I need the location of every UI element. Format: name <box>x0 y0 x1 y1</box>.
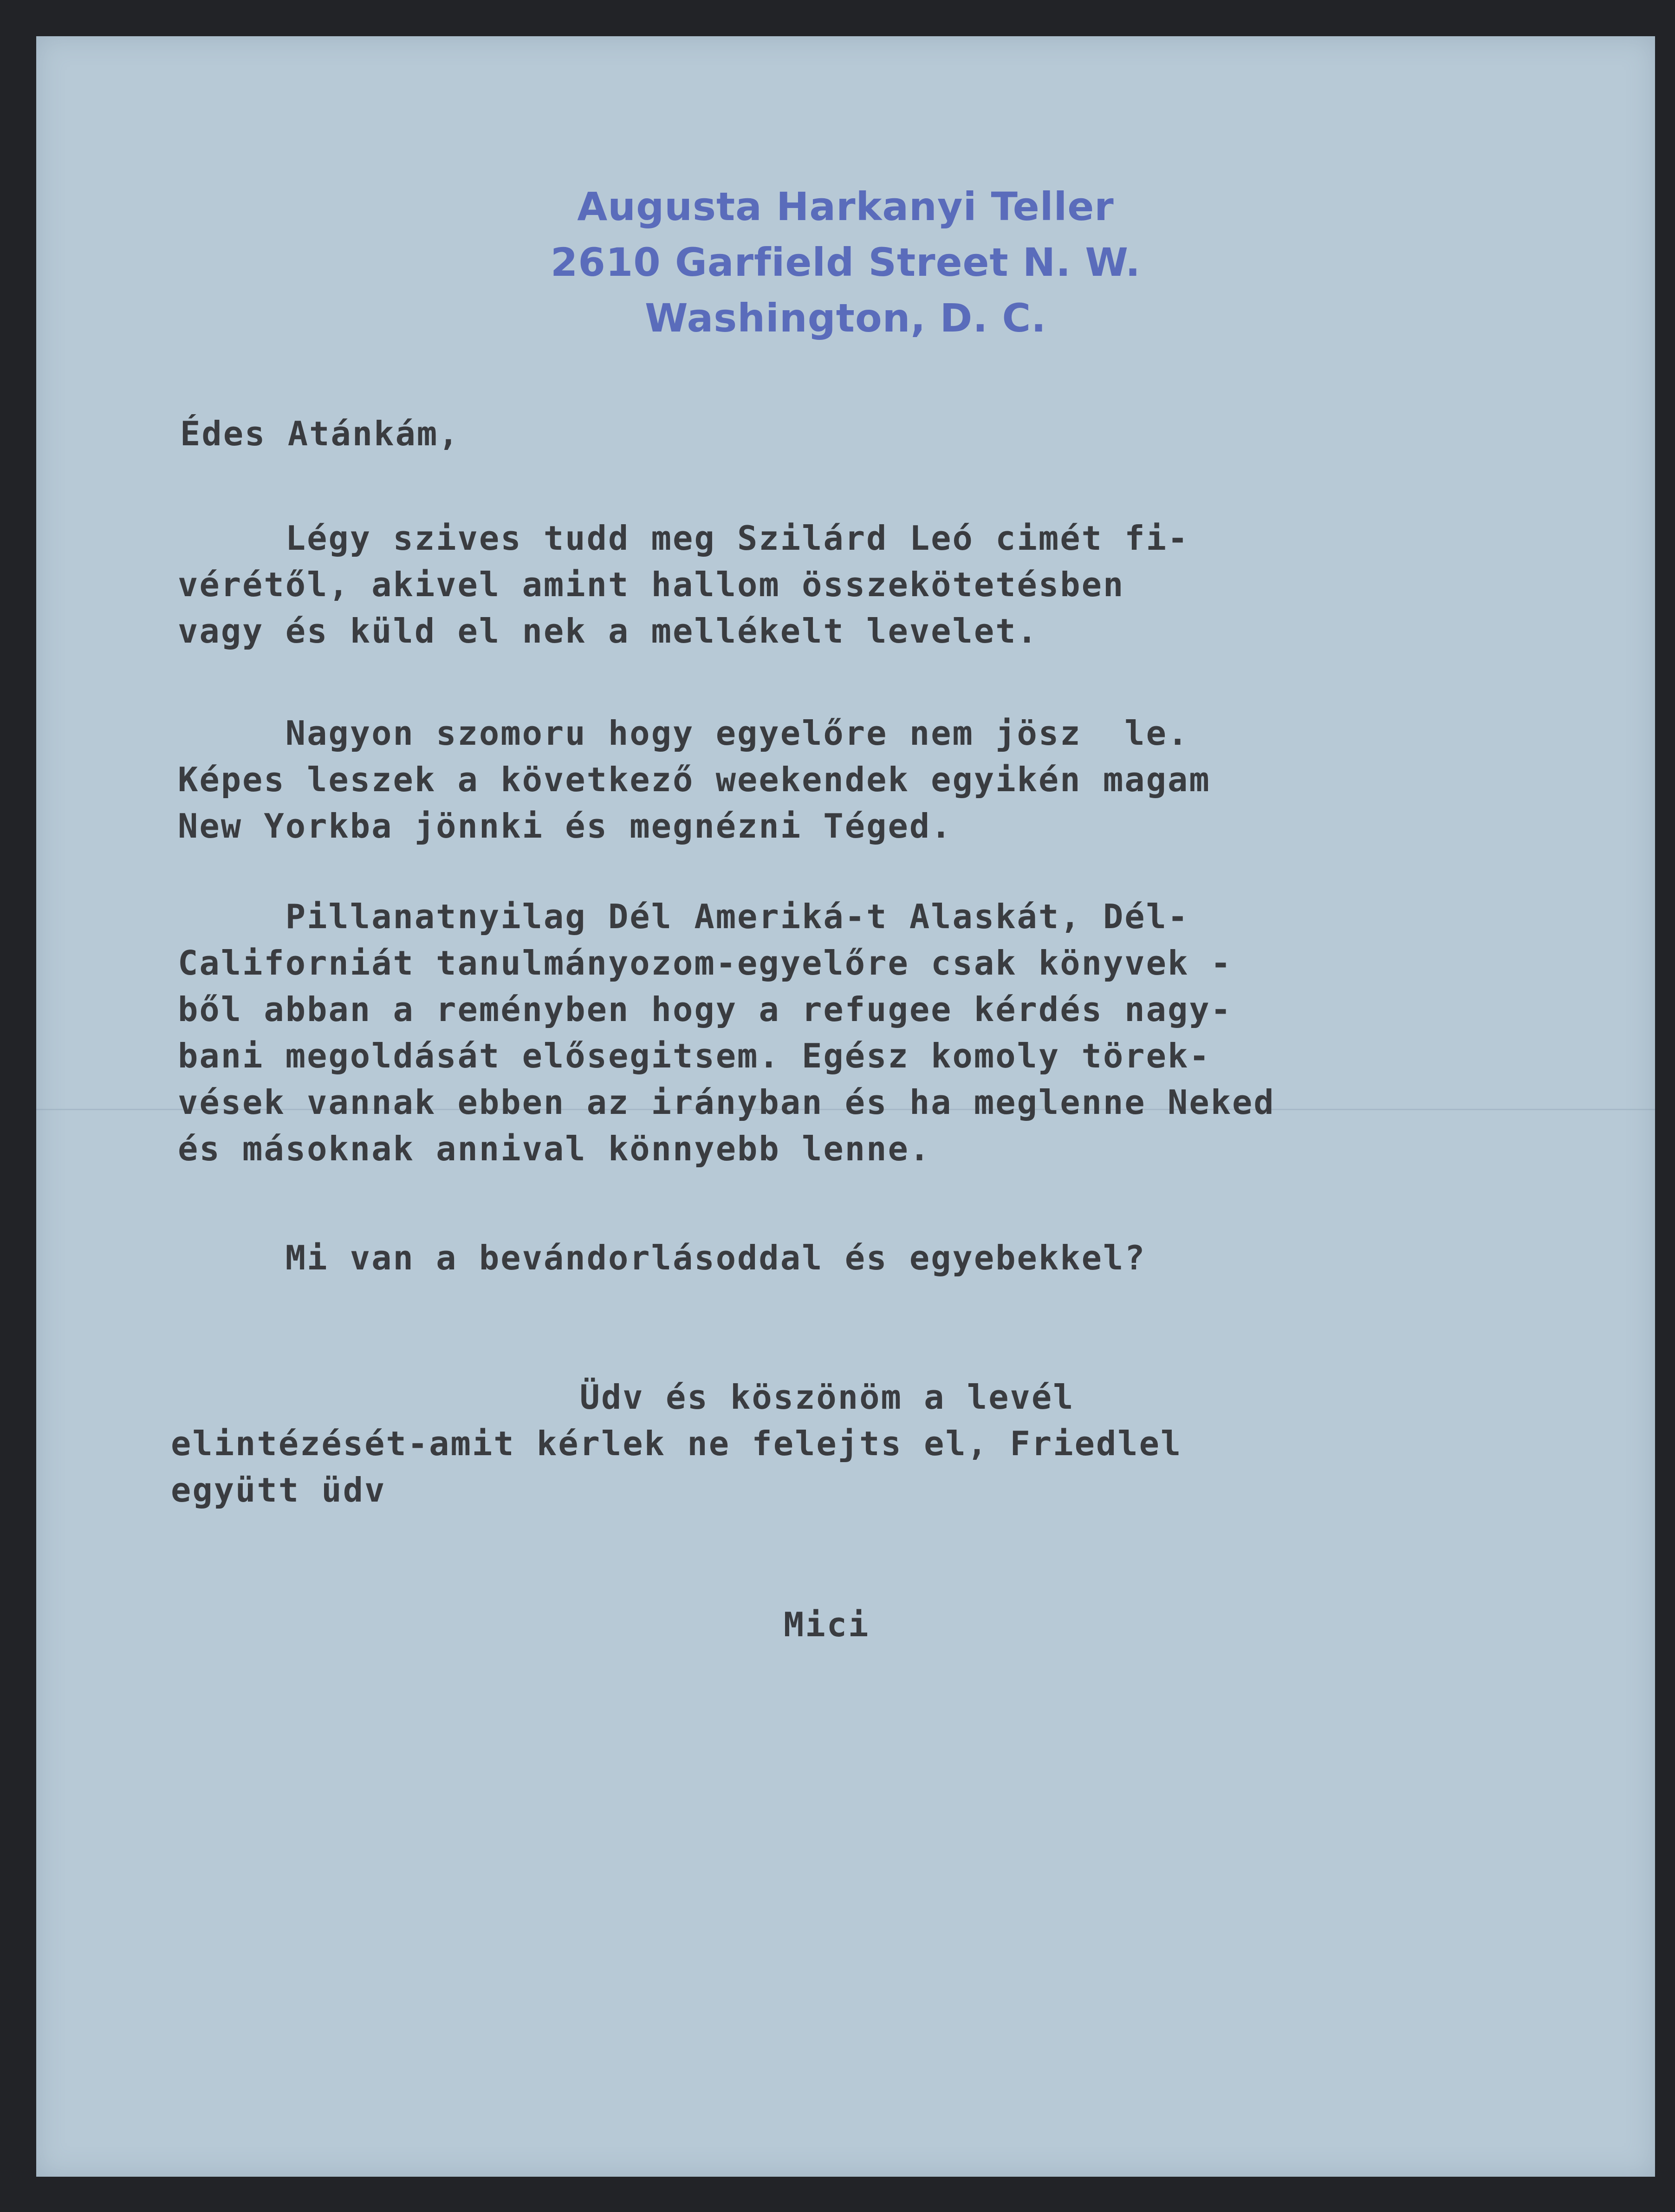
signature: Mici <box>784 1605 870 1644</box>
closing-line-3: együtt üdv <box>171 1470 386 1509</box>
paragraph-3-line-4: bani megoldását elősegitsem. Egész komoly törek- <box>178 1036 1211 1075</box>
letterhead-street: 2610 Garfield Street N. W. <box>550 240 1141 285</box>
paragraph-2-line-2: Képes leszek a következő weekendek egyikén magam <box>178 760 1211 799</box>
letterhead-name: Augusta Harkanyi Teller <box>577 184 1114 229</box>
paragraph-2-line-3: New Yorkba jönnki és megnézni Téged. <box>178 807 953 846</box>
paragraph-2-line-1: Nagyon szomoru hogy egyelőre nem jösz le. <box>178 714 1189 753</box>
paragraph-3-line-3: ből abban a reményben hogy a refugee kérdés nagy- <box>178 990 1233 1029</box>
paragraph-1-line-3: vagy és küld el nek a mellékelt levelet. <box>178 612 1039 651</box>
paragraph-4: Mi van a bevándorlásoddal és egyebekkel? <box>178 1238 1146 1277</box>
letterhead-city: Washington, D. C. <box>644 295 1047 341</box>
paragraph-3-line-5: vések vannak ebben az irányban és ha meglenne Neked <box>178 1083 1275 1122</box>
paragraph-3-line-6: és másoknak annival könnyebb lenne. <box>178 1129 931 1168</box>
salutation: Édes Atánkám, <box>180 414 460 453</box>
paragraph-3-line-1: Pillanatnyilag Dél Ameriká-t Alaskát, Dél- <box>178 897 1189 936</box>
paragraph-1-line-2: vérétől, akivel amint hallom összekötetésben <box>178 565 1125 604</box>
paragraph-1-line-1: Légy szives tudd meg Szilárd Leó cimét fi- <box>178 519 1189 558</box>
closing-line-1: Üdv és köszönöm a levél <box>171 1378 1075 1417</box>
letter-sheet <box>36 36 1655 2177</box>
closing-line-2: elintézését-amit kérlek ne felejts el, Friedlel <box>171 1424 1182 1463</box>
paragraph-3-line-2: Californiát tanulmányozom-egyelőre csak könyvek - <box>178 943 1233 982</box>
